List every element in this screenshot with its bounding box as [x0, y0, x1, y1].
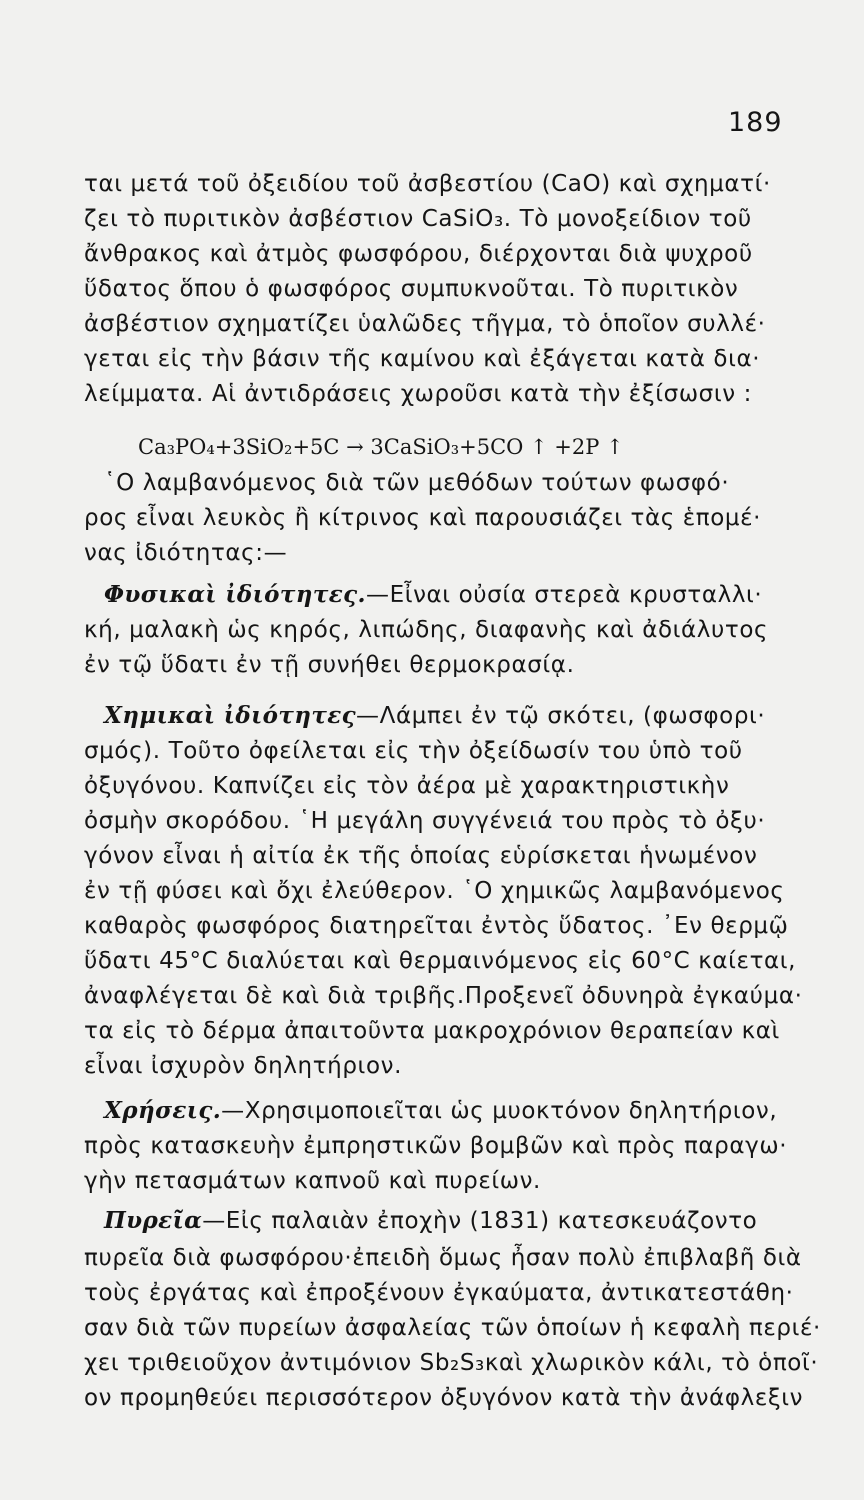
line-text: σμός). Τοῦτο ὀφείλεται εἰς τὴν ὀξείδωσίν του ὑπὸ τοῦ — [84, 738, 743, 764]
text-line — [0, 339, 864, 379]
text-line — [0, 696, 864, 736]
line-text: χει τριθειοῦχον ἀντιμόνιον Sb₂S₃καὶ χλωρικὸν κάλι, τὸ ὁποῖ· — [84, 1350, 819, 1376]
text-line — [0, 871, 864, 911]
text-line — [0, 1273, 864, 1313]
line-text: ἐν τῷ ὕδατι ἐν τῇ συνήθει θερμοκρασίᾳ. — [84, 652, 575, 678]
text-line — [0, 731, 864, 771]
line-text: ὀξυγόνου. Καπνίζει εἰς τὸν ἀέρα μὲ χαρακτηριστικὴν — [84, 773, 730, 799]
section-text: —Εἰς παλαιὰν ἐποχὴν (1831) κατεσκευάζοντο — [202, 1208, 758, 1234]
line-text: ὀσμὴν σκορόδου. ῾Η μεγάλη συγγένειά του πρὸς τὸ ὀξυ· — [84, 808, 766, 834]
line-text: γεται εἰς τὴν βάσιν τῆς καμίνου καὶ ἐξάγεται κατὰ δια· — [84, 346, 761, 372]
text-line — [0, 234, 864, 274]
text-line — [0, 645, 864, 685]
text-line — [0, 199, 864, 239]
line-text: τα εἰς τὸ δέρμα ἀπαιτοῦντα μακροχρόνιον θεραπείαν καὶ — [84, 1018, 780, 1044]
line-text: ἐν τῇ φύσει καὶ ὄχι ἐλεύθερον. ῾Ο χημικῶς λαμβανόμενος — [84, 878, 785, 904]
section-text: —Χρησιμοποιεῖται ὡς μυοκτόνον δηλητήριον, — [221, 1098, 778, 1124]
text-line — [0, 1343, 864, 1383]
text-line — [0, 304, 864, 344]
section-heading: Χημικαὶ ἰδιότητες — [104, 702, 357, 729]
line-text: ἀσβέστιον σχηματίζει ὑαλῶδες τῆγμα, τὸ ὁποῖον συλλέ· — [84, 311, 766, 337]
text-line — [0, 836, 864, 876]
line-text: πυρεῖα διὰ φωσφόρου·ἐπειδὴ ὅμως ἦσαν πολὺ ἐπιβλαβῆ διὰ — [84, 1245, 802, 1271]
text-line — [0, 1126, 864, 1166]
line-text: γὴν πετασμάτων καπνοῦ καὶ πυρείων. — [84, 1168, 541, 1194]
text-line — [0, 941, 864, 981]
line-text: λείμματα. Αἱ ἀντιδράσεις χωροῦσι κατὰ τὴν ἐξίσωσιν : — [84, 381, 752, 407]
text-line — [0, 164, 864, 204]
text-line — [0, 1238, 864, 1278]
line-text: καθαρὸς φωσφόρος διατηρεῖται ἐντὸς ὕδατος. ᾿Εν θερμῷ — [84, 913, 789, 939]
text-line — [0, 498, 864, 538]
text-line — [0, 766, 864, 806]
line-text: ρος εἶναι λευκὸς ἢ κίτρινος καὶ παρουσιάζει τὰς ἑπομέ· — [84, 505, 762, 531]
text-line — [0, 1308, 864, 1348]
section-heading: Πυρεῖα — [104, 1207, 203, 1234]
line-text: νας ἰδιότητας:— — [84, 540, 288, 566]
text-line — [0, 906, 864, 946]
line-text: ζει τὸ πυριτικὸν ἀσβέστιον CaSiO₃. Τὸ μονοξείδιον τοῦ — [84, 206, 752, 232]
text-line — [0, 1378, 864, 1418]
text-line — [0, 269, 864, 309]
section-heading: Φυσικαὶ ἰδιότητες. — [104, 581, 366, 608]
line-text: ἀναφλέγεται δὲ καὶ διὰ τριβῆς.Προξενεῖ ὀδυνηρὰ ἐγκαύμα· — [84, 983, 803, 1009]
text-line — [0, 976, 864, 1016]
section-text: —Λάμπει ἐν τῷ σκότει, (φωσφορι· — [356, 703, 766, 729]
section-heading: Χρήσεις. — [104, 1097, 222, 1124]
line-text: σαν διὰ τῶν πυρείων ἀσφαλείας τῶν ὁποίων ἡ κεφαλὴ περιέ· — [84, 1315, 821, 1341]
line-text: γόνον εἶναι ἡ αἰτία ἐκ τῆς ὁποίας εὑρίσκεται ἡνωμένον — [84, 843, 758, 869]
text-line — [0, 801, 864, 841]
line-text: πρὸς κατασκευὴν ἐμπρηστικῶν βομβῶν καὶ πρὸς παραγω· — [84, 1133, 788, 1159]
line-text: εἶναι ἰσχυρὸν δηλητήριον. — [84, 1053, 402, 1079]
text-line — [0, 427, 864, 467]
line-text: ἄνθρακος καὶ ἀτμὸς φωσφόρου, διέρχονται διὰ ψυχροῦ — [84, 241, 753, 267]
line-text: τοὺς ἐργάτας καὶ ἐπροξένουν ἐγκαύματα, ἀντικατεστάθη· — [84, 1280, 794, 1306]
section-text: —Εἶναι οὐσία στερεὰ κρυσταλλι· — [365, 582, 763, 608]
text-line — [0, 1091, 864, 1131]
text-line — [0, 1011, 864, 1051]
line-text: κή, μαλακὴ ὡς κηρός, λιπώδης, διαφανὴς καὶ ἀδιάλυτος — [84, 617, 769, 643]
line-text: ον προμηθεύει περισσότερον ὀξυγόνον κατὰ τὴν ἀνάφλεξιν — [84, 1385, 804, 1411]
text-line — [0, 575, 864, 615]
line-text: ὕδατι 45°C διαλύεται καὶ θερμαινόμενος εἰς 60°C καίεται, — [84, 948, 797, 974]
text-line — [0, 533, 864, 573]
text-line — [0, 1046, 864, 1086]
page-number: 189 — [728, 107, 783, 138]
line-text: ται μετά τοῦ ὀξειδίου τοῦ ἀσβεστίου (CaO) καὶ σχηματί· — [84, 171, 771, 197]
text-line — [0, 610, 864, 650]
text-line — [0, 1161, 864, 1201]
text-line — [0, 374, 864, 414]
chemical-equation: Ca₃PO₄+3SiO₂+5C → 3CaSiO₃+5CO ↑ +2P ↑ — [138, 435, 624, 459]
text-line — [0, 463, 864, 503]
line-text: ὕδατος ὅπου ὁ φωσφόρος συμπυκνοῦται. Τὸ πυριτικὸν — [84, 276, 739, 302]
text-line — [0, 1201, 864, 1241]
line-text: ῾Ο λαμβανόμενος διὰ τῶν μεθόδων τούτων φωσφό· — [104, 470, 730, 496]
